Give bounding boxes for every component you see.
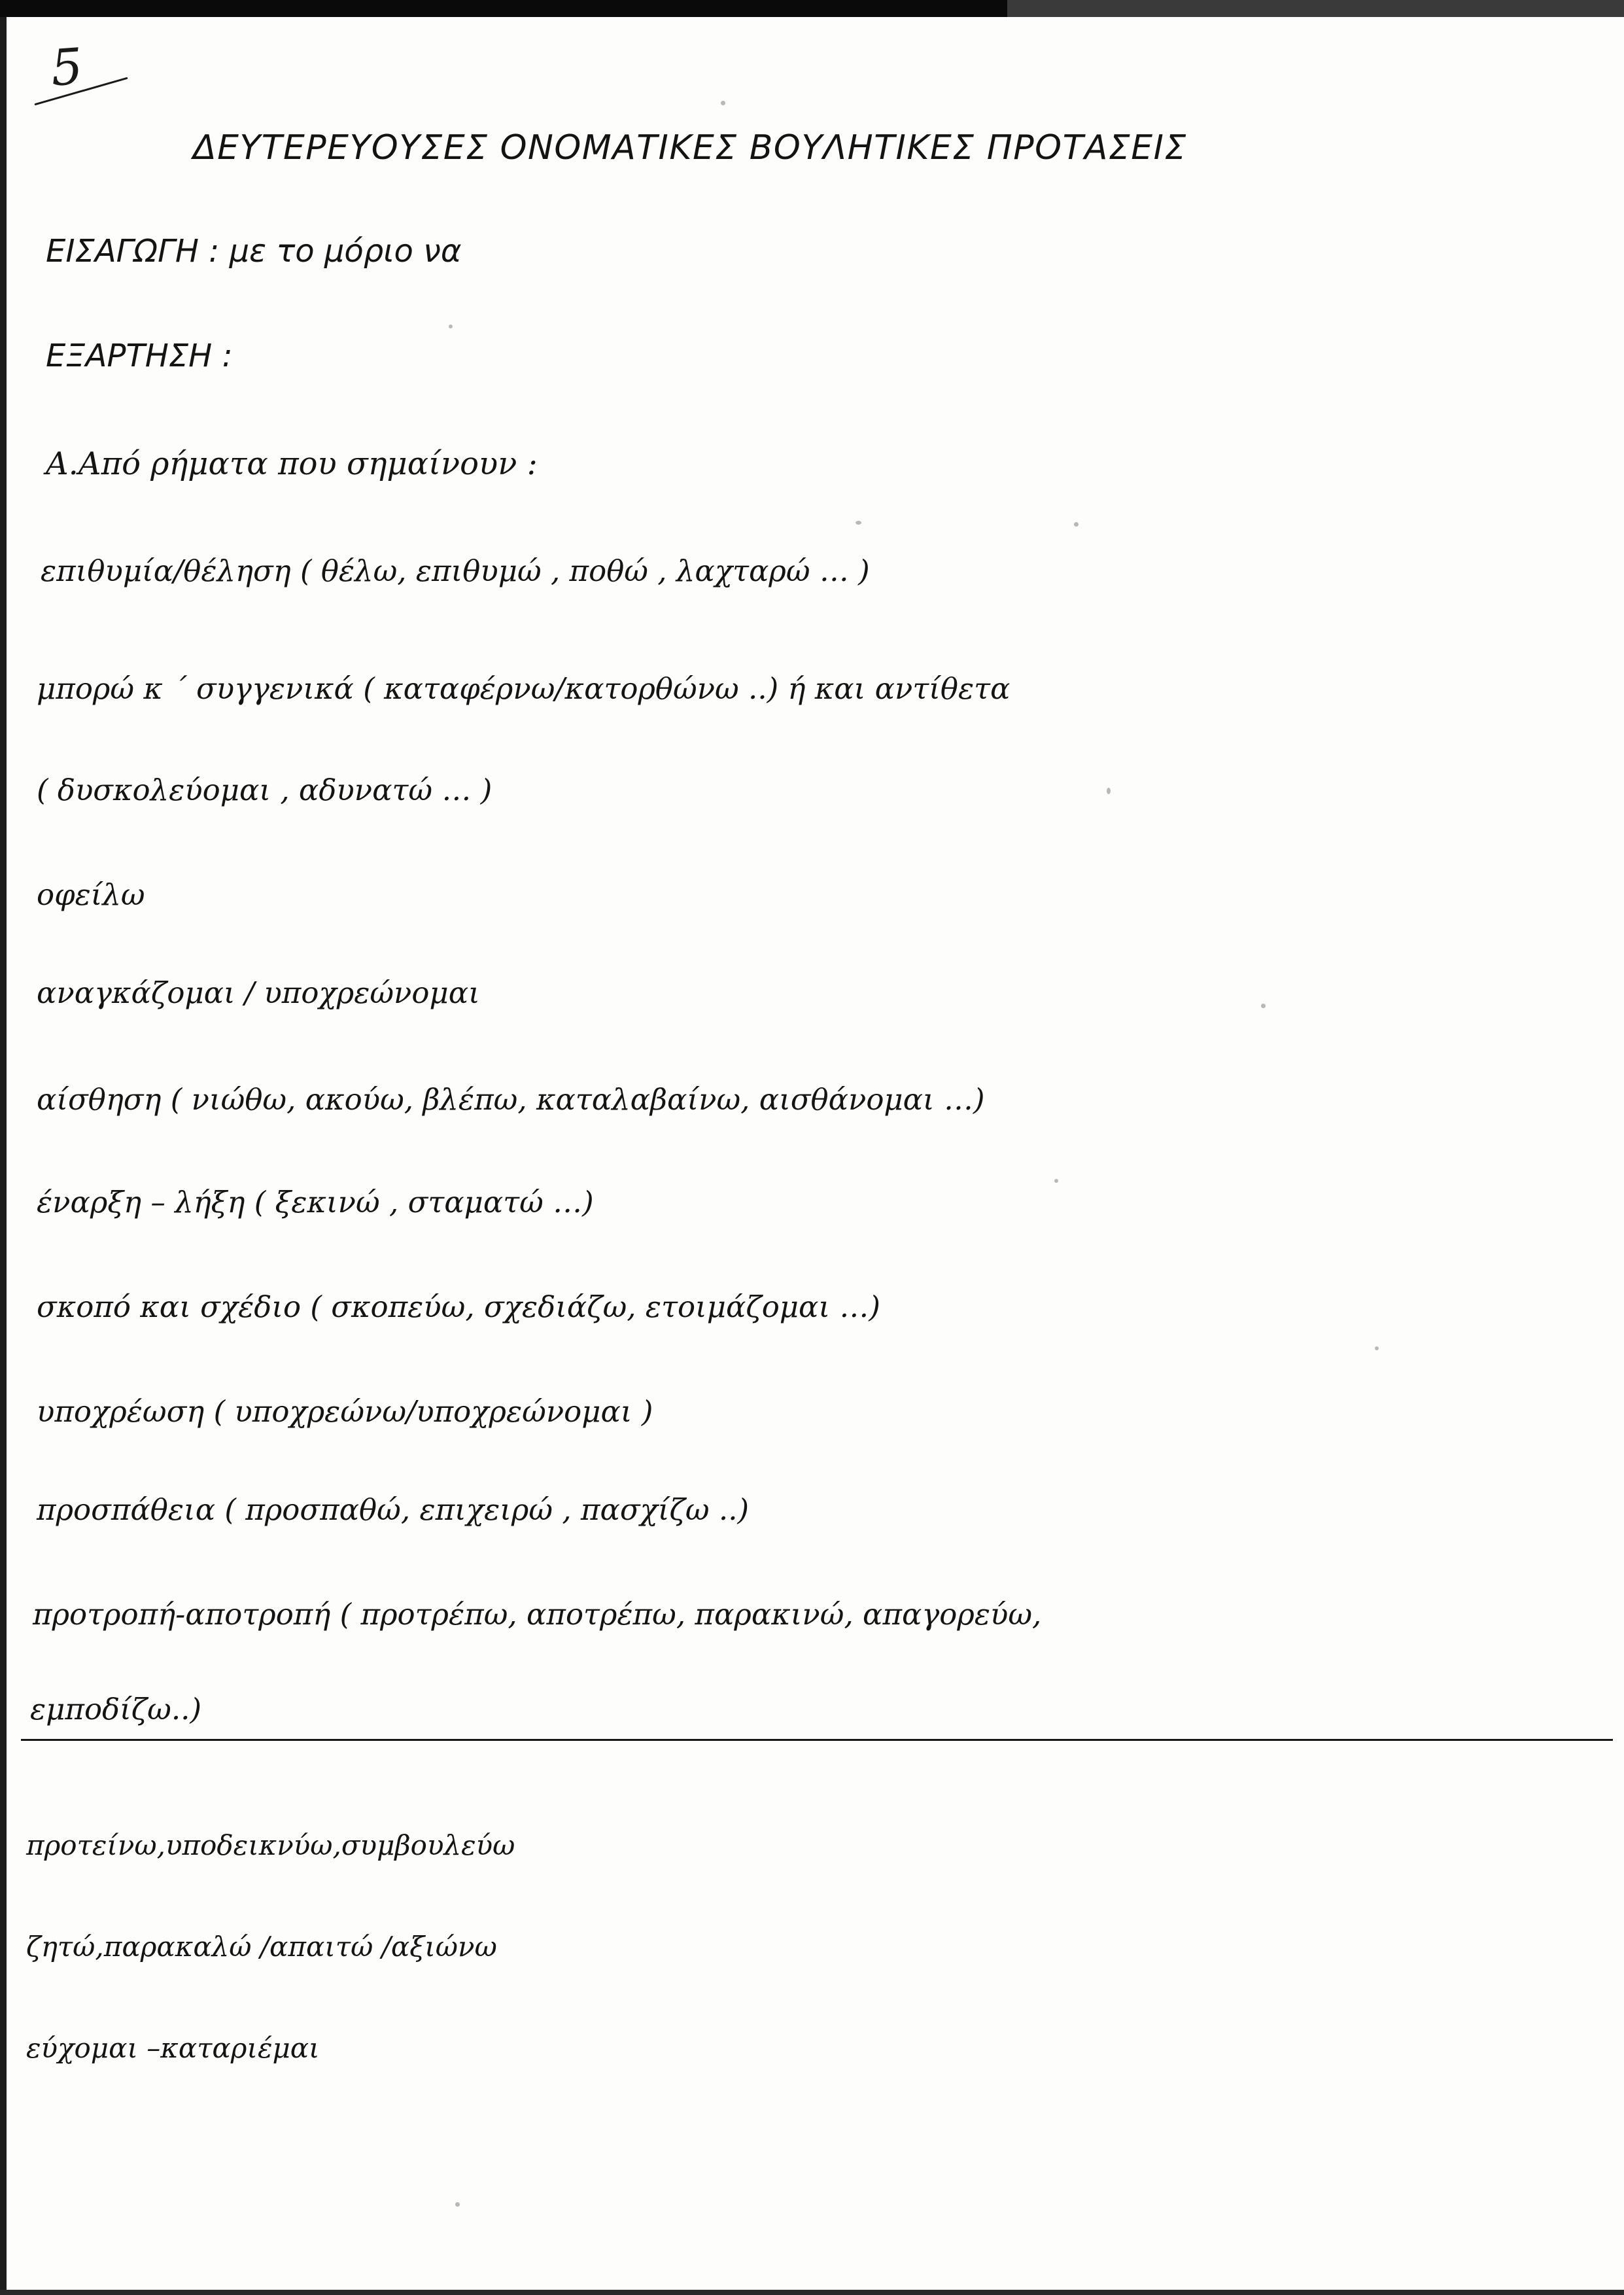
verb-group-line: έναρξη – λήξη ( ξεκινώ , σταματώ …) [37, 1185, 594, 1219]
verb-group-line: σκοπό και σχέδιο ( σκοπεύω, σχεδιάζω, ετοιμάζομαι …) [37, 1289, 880, 1324]
lower-block-line: εύχομαι –καταριέμαι [26, 2032, 320, 2064]
verb-group-line: μπορώ κ ΄ συγγενικά ( καταφέρνω/κατορθώνω ..) ή και αντίθετα [37, 671, 1011, 706]
scan-speck [449, 324, 453, 328]
verb-group-line: ( δυσκολεύομαι , αδυνατώ … ) [37, 773, 492, 807]
lower-block-line: προτείνω,υποδεικνύω,συμβουλεύω [26, 1829, 515, 1861]
verb-group-line: επιθυμία/θέληση ( θέλω, επιθυμώ , ποθώ , λαχταρώ … ) [41, 553, 870, 588]
scan-top-light-band [1007, 0, 1624, 17]
scan-speck [1074, 522, 1079, 527]
scan-speck [1375, 1346, 1379, 1350]
intro-line: ΕΙΣΑΓΩΓΗ : με το μόριο να [46, 233, 462, 270]
verb-group-line: εμποδίζω..) [30, 1692, 202, 1726]
scan-bottom-edge [0, 2290, 1624, 2295]
scan-top-edge [0, 0, 1624, 17]
scan-speck [721, 101, 725, 105]
verb-group-line: οφείλω [37, 877, 145, 912]
scan-left-edge [0, 17, 7, 2295]
group-a-line: Α.Από ρήματα που σημαίνουν : [46, 446, 538, 482]
lower-block-line: ζητώ,παρακαλώ /απαιτώ /αξιώνω [26, 1931, 497, 1963]
dependency-line: ΕΞΑΡΤΗΣΗ : [46, 338, 233, 374]
verb-group-line: αναγκάζομαι / υποχρεώνομαι [37, 975, 480, 1010]
scan-speck [455, 2202, 460, 2207]
page-title: ΔΕΥΤΕΡΕΥΟΥΣΕΣ ΟΝΟΜΑΤΙΚΕΣ ΒΟΥΛΗΤΙΚΕΣ ΠΡΟΤΑΣΕΙΣ [193, 128, 1187, 167]
scan-speck [1054, 1179, 1058, 1183]
page-number: 5 [48, 37, 85, 97]
verb-group-line: αίσθηση ( νιώθω, ακούω, βλέπω, καταλαβαίνω, αισθάνομαι …) [37, 1082, 985, 1117]
verb-group-line: προτροπή-αποτροπή ( προτρέπω, αποτρέπω, παρακινώ, απαγορεύω, [33, 1597, 1042, 1632]
verb-group-line: υποχρέωση ( υποχρεώνω/υποχρεώνομαι ) [37, 1394, 653, 1429]
scan-speck [1107, 788, 1111, 794]
scan-speck [855, 521, 861, 525]
verb-group-line: προσπάθεια ( προσπαθώ, επιχειρώ , πασχίζω ..) [37, 1492, 750, 1527]
document-page [7, 17, 1624, 2290]
section-divider [21, 1739, 1613, 1741]
scan-speck [1261, 1004, 1266, 1008]
